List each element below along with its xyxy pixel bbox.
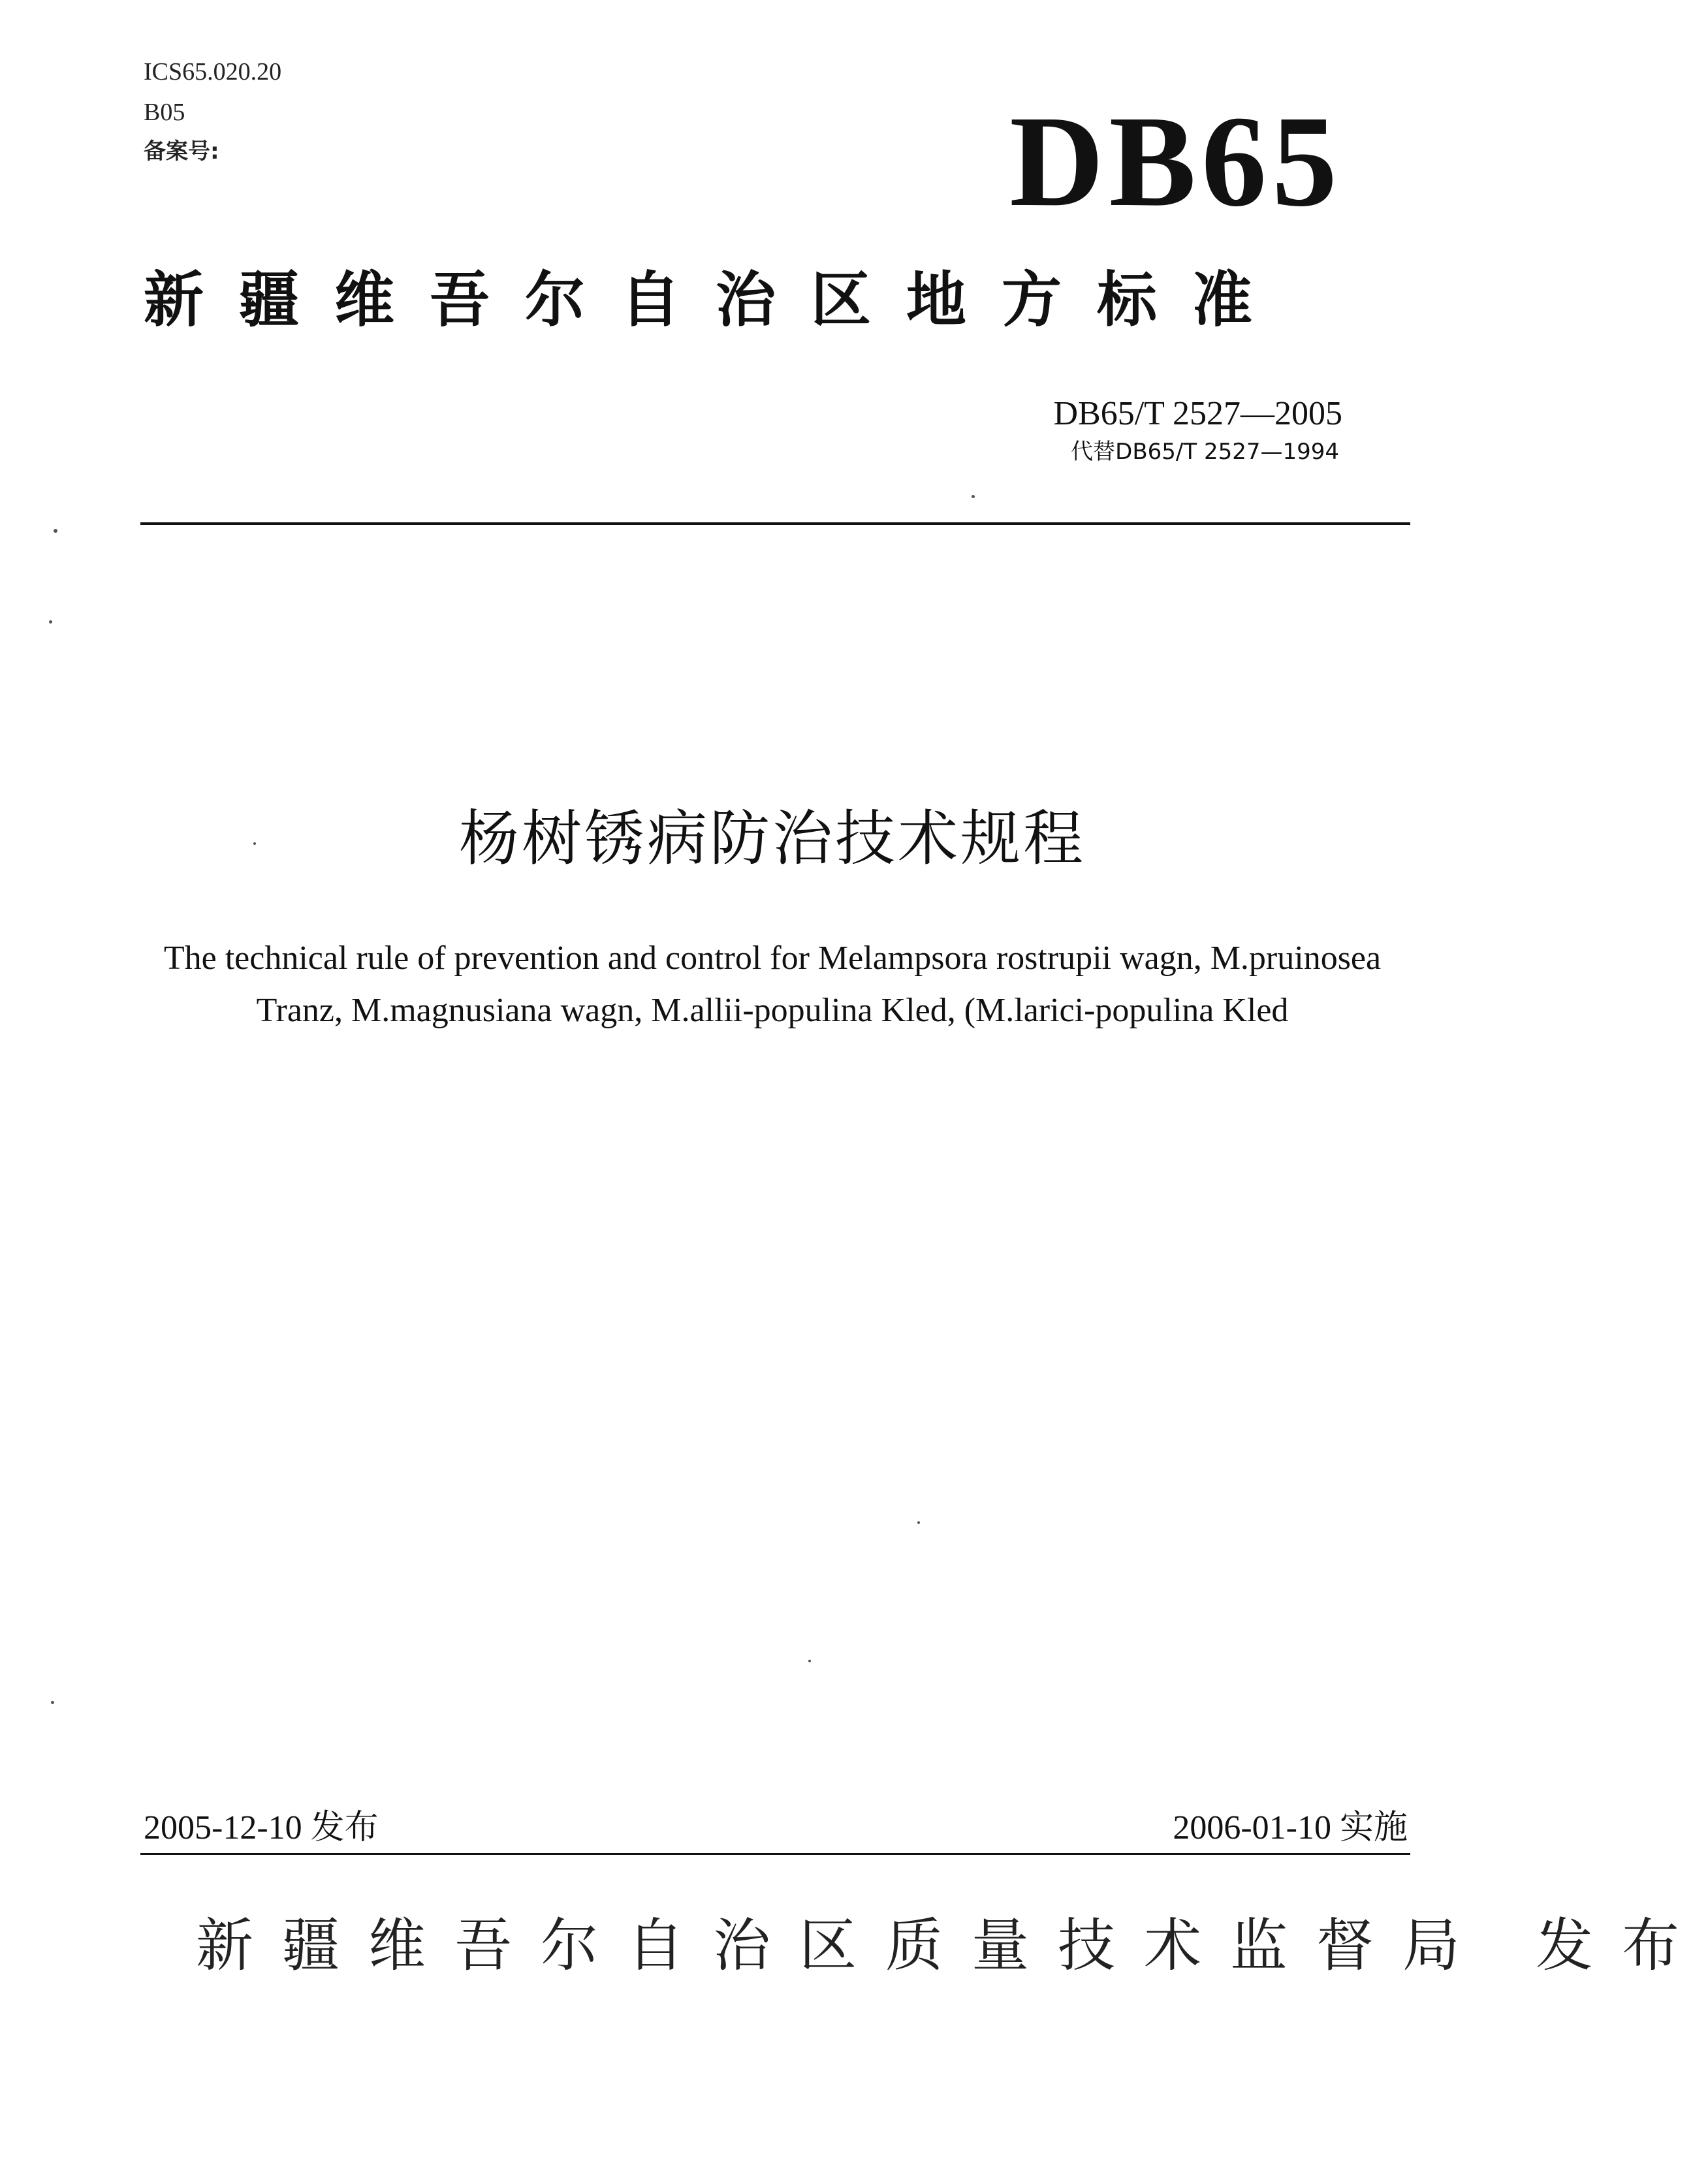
footer-divider <box>140 1853 1410 1855</box>
issuing-authority: 新疆维吾尔自治区质量技术监督局 发布 <box>196 1912 1708 1979</box>
scan-speck <box>972 495 975 498</box>
ics-code: ICS65.020.20 <box>144 58 282 86</box>
standard-code-logo: DB65 <box>1009 89 1342 234</box>
replaces-standard: 代替DB65/T 2527—1994 <box>1071 439 1339 465</box>
document-title-chinese: 杨树锈病防治技术规程 <box>458 804 1086 874</box>
implement-date: 2006-01-10 实施 <box>1173 1809 1408 1846</box>
scan-speck <box>51 1701 54 1704</box>
standard-number: DB65/T 2527—2005 <box>1053 395 1342 432</box>
record-number-label: 备案号: <box>144 138 219 165</box>
scan-speck <box>917 1521 920 1524</box>
scan-speck <box>253 842 256 845</box>
scan-speck <box>54 529 57 533</box>
header-divider <box>140 522 1410 525</box>
scan-speck <box>49 620 52 624</box>
scan-speck <box>808 1660 811 1662</box>
standard-type-heading: 新疆维吾尔自治区地方标准 <box>144 265 1288 335</box>
classification-code: B05 <box>144 99 185 126</box>
publish-date: 2005-12-10 发布 <box>144 1809 379 1846</box>
document-title-english: The technical rule of prevention and control for Melampsora rostrupii wagn, M.pruinosea Tranz, M.magnusiana wagn, M.allii-populina Kled, (M.larici-populina Kled <box>163 940 1382 1029</box>
